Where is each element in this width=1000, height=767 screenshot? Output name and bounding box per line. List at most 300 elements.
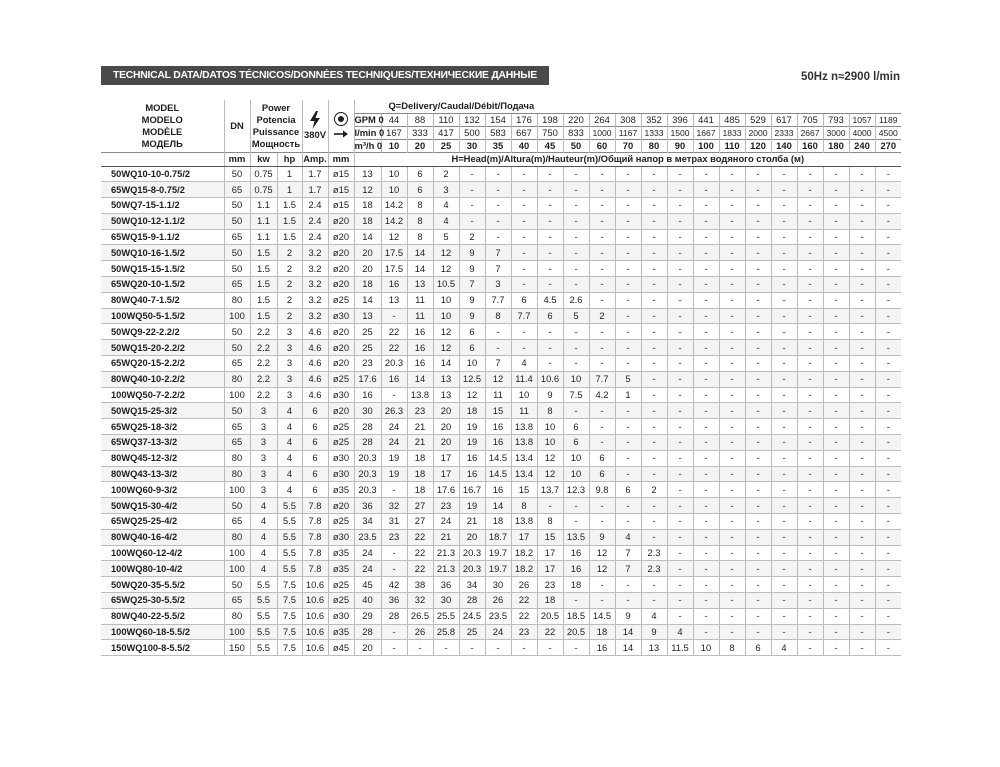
head-cell: - <box>641 213 667 229</box>
head-cell: - <box>797 324 823 340</box>
hp-cell: 3 <box>277 371 302 387</box>
head-cell: - <box>693 403 719 419</box>
head-cell: - <box>667 213 693 229</box>
head-cell: 9 <box>459 308 485 324</box>
hp-unit: hp <box>277 152 302 166</box>
head-cell: - <box>719 624 745 640</box>
head-cell: - <box>641 340 667 356</box>
head-cell: 6 <box>537 308 563 324</box>
m3h-value: 70 <box>615 139 641 152</box>
head-cell: - <box>563 198 589 214</box>
head-cell: 20.3 <box>459 545 485 561</box>
head-cell: - <box>537 182 563 198</box>
section-title-bar <box>101 66 549 85</box>
amp-cell: 10.6 <box>302 577 328 593</box>
head-cell: - <box>537 498 563 514</box>
head-cell: - <box>615 450 641 466</box>
head-cell: 22 <box>381 340 407 356</box>
head-cell: 18 <box>589 624 615 640</box>
head-cell: 24 <box>381 419 407 435</box>
head-cell: - <box>823 498 849 514</box>
head-cell: 10 <box>693 640 719 656</box>
head-cell: - <box>667 371 693 387</box>
head-cell: - <box>771 182 797 198</box>
amp-cell: 3.2 <box>302 277 328 293</box>
head-cell: - <box>667 561 693 577</box>
head-cell: 9 <box>459 261 485 277</box>
head-cell: 6 <box>459 324 485 340</box>
head-cell: - <box>745 435 771 451</box>
head-cell: - <box>875 640 901 656</box>
head-cell: 22 <box>407 545 433 561</box>
head-cell: - <box>381 624 407 640</box>
head-cell: - <box>745 450 771 466</box>
head-cell: 15 <box>537 529 563 545</box>
head-cell: - <box>589 261 615 277</box>
head-cell: - <box>563 166 589 182</box>
m3h-value: 160 <box>797 139 823 152</box>
kw-cell: 2.2 <box>250 387 277 403</box>
head-cell: 18 <box>407 482 433 498</box>
head-cell: - <box>823 640 849 656</box>
amp-cell: 2.4 <box>302 213 328 229</box>
table-row <box>101 608 901 624</box>
head-cell: - <box>875 593 901 609</box>
head-cell: 22 <box>537 624 563 640</box>
model-cell: 50WQ15-20-2.2/2 <box>101 340 224 356</box>
head-cell: - <box>667 245 693 261</box>
head-cell: - <box>797 529 823 545</box>
amp-cell: 10.6 <box>302 624 328 640</box>
lmin-value: 833 <box>563 126 589 139</box>
head-cell: - <box>615 213 641 229</box>
outlet-cell: ø25 <box>328 292 354 308</box>
table-row <box>101 229 901 245</box>
head-cell: - <box>771 308 797 324</box>
head-cell: 12 <box>537 450 563 466</box>
head-cell: 2 <box>589 308 615 324</box>
head-cell: 16 <box>485 419 511 435</box>
kw-cell: 0.75 <box>250 166 277 182</box>
model-cell: 80WQ45-12-3/2 <box>101 450 224 466</box>
model-cell: 65WQ25-18-3/2 <box>101 419 224 435</box>
head-cell: - <box>641 261 667 277</box>
head-cell: 12 <box>589 561 615 577</box>
head-cell: - <box>823 593 849 609</box>
head-cell: - <box>823 166 849 182</box>
head-cell: 9 <box>615 608 641 624</box>
head-cell: - <box>797 292 823 308</box>
dn-cell: 80 <box>224 292 250 308</box>
head-cell: 14 <box>433 356 459 372</box>
head-cell: - <box>693 182 719 198</box>
kw-cell: 3 <box>250 482 277 498</box>
head-cell: 12 <box>433 340 459 356</box>
head-cell: 12 <box>433 324 459 340</box>
head-cell: - <box>849 308 875 324</box>
table-row <box>101 387 901 403</box>
table-row <box>101 292 901 308</box>
hp-cell: 5.5 <box>277 498 302 514</box>
head-cell: 6 <box>407 166 433 182</box>
head-cell: - <box>875 561 901 577</box>
head-cell: - <box>771 561 797 577</box>
hp-cell: 2 <box>277 308 302 324</box>
dn-cell: 80 <box>224 466 250 482</box>
hp-cell: 7.5 <box>277 593 302 609</box>
head-cell: - <box>823 466 849 482</box>
head-cell: - <box>771 498 797 514</box>
head-cell: 10 <box>511 387 537 403</box>
m3h-value: 35 <box>485 139 511 152</box>
head-cell: - <box>589 277 615 293</box>
head-cell: 6 <box>589 466 615 482</box>
head-cell: - <box>563 356 589 372</box>
head-cell: 25.5 <box>433 608 459 624</box>
head-cell: 28 <box>354 435 381 451</box>
head-cell: 25 <box>354 324 381 340</box>
dn-cell: 50 <box>224 166 250 182</box>
head-cell: - <box>823 403 849 419</box>
head-cell: - <box>693 593 719 609</box>
head-cell: 18.2 <box>511 561 537 577</box>
m3h-value: 40 <box>511 139 537 152</box>
head-cell: - <box>667 577 693 593</box>
head-cell: - <box>771 213 797 229</box>
head-cell: - <box>823 261 849 277</box>
dn-cell: 65 <box>224 419 250 435</box>
hp-cell: 4 <box>277 403 302 419</box>
head-cell: - <box>719 482 745 498</box>
head-cell: - <box>589 340 615 356</box>
head-cell: 27 <box>407 498 433 514</box>
head-cell: 17 <box>511 529 537 545</box>
hp-cell: 1.5 <box>277 198 302 214</box>
table-row <box>101 261 901 277</box>
gpm-value: 441 <box>693 113 719 126</box>
head-cell: - <box>771 340 797 356</box>
frequency-label: 50Hz n≈2900 l/min <box>801 71 900 83</box>
head-cell: - <box>771 608 797 624</box>
dn-cell: 100 <box>224 545 250 561</box>
kw-cell: 5.5 <box>250 624 277 640</box>
head-cell: 24.5 <box>459 608 485 624</box>
head-cell: - <box>823 419 849 435</box>
head-cell: - <box>719 308 745 324</box>
head-cell: 3 <box>433 182 459 198</box>
head-cell: 2.3 <box>641 561 667 577</box>
head-cell: 10 <box>563 371 589 387</box>
head-cell: 4 <box>771 640 797 656</box>
hp-cell: 7.5 <box>277 577 302 593</box>
model-cell: 80WQ40-7-1.5/2 <box>101 292 224 308</box>
head-cell: 12.5 <box>459 371 485 387</box>
head-cell: - <box>745 229 771 245</box>
head-cell: - <box>511 640 537 656</box>
head-cell: - <box>693 529 719 545</box>
head-cell: 12 <box>433 261 459 277</box>
head-cell: 4.2 <box>589 387 615 403</box>
head-cell: - <box>849 419 875 435</box>
head-cell: - <box>563 245 589 261</box>
head-cell: - <box>641 498 667 514</box>
head-cell: 20.3 <box>354 466 381 482</box>
head-cell: - <box>823 308 849 324</box>
head-cell: 20.3 <box>354 450 381 466</box>
head-cell: - <box>745 498 771 514</box>
head-cell: - <box>771 277 797 293</box>
head-cell: - <box>849 498 875 514</box>
head-cell: 20.3 <box>354 482 381 498</box>
outlet-cell: ø20 <box>328 324 354 340</box>
outlet-cell: ø15 <box>328 182 354 198</box>
head-cell: - <box>615 308 641 324</box>
head-cell: 18 <box>459 403 485 419</box>
m3h-label: m³/h 0 <box>354 139 383 151</box>
head-cell: 11.5 <box>667 640 693 656</box>
outlet-cell: ø25 <box>328 419 354 435</box>
head-cell: 8 <box>537 514 563 530</box>
head-cell: - <box>771 529 797 545</box>
head-cell: 8 <box>511 498 537 514</box>
head-cell: 7 <box>485 245 511 261</box>
head-cell: - <box>745 371 771 387</box>
hp-cell: 5.5 <box>277 529 302 545</box>
head-cell: - <box>875 340 901 356</box>
kw-cell: 5.5 <box>250 577 277 593</box>
head-cell: 3 <box>485 277 511 293</box>
head-cell: 20 <box>354 261 381 277</box>
head-cell: - <box>875 198 901 214</box>
head-cell: - <box>875 166 901 182</box>
amp-cell: 6 <box>302 435 328 451</box>
kw-cell: 3 <box>250 435 277 451</box>
gpm-value: 396 <box>667 113 693 126</box>
head-cell: 6 <box>563 419 589 435</box>
outlet-cell: ø30 <box>328 608 354 624</box>
dn-cell: 50 <box>224 498 250 514</box>
head-cell: - <box>589 593 615 609</box>
head-cell: 12 <box>381 229 407 245</box>
amp-cell: 4.6 <box>302 356 328 372</box>
head-cell: 10 <box>433 292 459 308</box>
head-cell: - <box>485 229 511 245</box>
head-cell: - <box>511 340 537 356</box>
head-cell: - <box>537 166 563 182</box>
dn-cell: 150 <box>224 640 250 656</box>
head-cell: 23 <box>433 498 459 514</box>
head-cell: - <box>875 466 901 482</box>
head-cell: - <box>849 166 875 182</box>
table-row <box>101 213 901 229</box>
head-cell: - <box>641 577 667 593</box>
head-cell: 19 <box>381 450 407 466</box>
head-cell: - <box>823 292 849 308</box>
dn-cell: 100 <box>224 482 250 498</box>
kw-cell: 1.1 <box>250 229 277 245</box>
gpm-value: 110 <box>433 113 459 126</box>
head-cell: - <box>381 387 407 403</box>
lmin-value: 667 <box>511 126 537 139</box>
dn-cell: 50 <box>224 198 250 214</box>
head-cell: 13.8 <box>511 419 537 435</box>
head-cell: 17 <box>537 561 563 577</box>
head-cell: 17 <box>433 466 459 482</box>
head-cell: - <box>407 640 433 656</box>
head-cell: 23.5 <box>354 529 381 545</box>
table-row <box>101 182 901 198</box>
head-cell: 13.4 <box>511 466 537 482</box>
head-cell: 16 <box>407 324 433 340</box>
head-cell: 11 <box>485 387 511 403</box>
head-cell: 21 <box>407 419 433 435</box>
head-cell: - <box>563 229 589 245</box>
head-cell: 28 <box>354 419 381 435</box>
head-cell: 17.5 <box>381 261 407 277</box>
head-cell: - <box>849 482 875 498</box>
lmin-value: 750 <box>537 126 563 139</box>
dn-cell: 50 <box>224 324 250 340</box>
head-cell: - <box>511 213 537 229</box>
kw-cell: 5.5 <box>250 593 277 609</box>
head-cell: 30 <box>433 593 459 609</box>
head-cell: - <box>563 277 589 293</box>
m3h-value: 25 <box>433 139 459 152</box>
head-cell: - <box>589 198 615 214</box>
head-cell: - <box>745 387 771 403</box>
head-cell: - <box>667 482 693 498</box>
head-cell: - <box>771 593 797 609</box>
gpm-value: 529 <box>745 113 771 126</box>
head-cell: 9 <box>589 529 615 545</box>
head-cell: 24 <box>485 624 511 640</box>
head-cell: - <box>641 419 667 435</box>
head-cell: 12 <box>485 371 511 387</box>
head-cell: - <box>797 308 823 324</box>
head-cell: 20 <box>433 403 459 419</box>
hp-cell: 5.5 <box>277 561 302 577</box>
head-cell: - <box>823 340 849 356</box>
head-cell: - <box>485 340 511 356</box>
head-cell: 30 <box>354 403 381 419</box>
head-cell: - <box>641 529 667 545</box>
head-cell: 14.5 <box>589 608 615 624</box>
head-cell: 10 <box>459 356 485 372</box>
head-cell: 16 <box>459 466 485 482</box>
head-cell: 30 <box>485 577 511 593</box>
head-cell: 26.3 <box>381 403 407 419</box>
head-cell: - <box>849 529 875 545</box>
head-cell: - <box>615 340 641 356</box>
head-cell: 19.7 <box>485 545 511 561</box>
head-cell: - <box>641 182 667 198</box>
head-cell: 9 <box>641 624 667 640</box>
model-cell: 80WQ40-22-5.5/2 <box>101 608 224 624</box>
kw-cell: 1.5 <box>250 245 277 261</box>
head-cell: 15 <box>511 482 537 498</box>
head-cell: - <box>849 261 875 277</box>
head-cell: 21 <box>407 435 433 451</box>
head-cell: - <box>693 545 719 561</box>
head-cell: - <box>641 292 667 308</box>
head-cell: - <box>875 450 901 466</box>
hp-cell: 1.5 <box>277 229 302 245</box>
head-cell: - <box>875 498 901 514</box>
lightning-icon <box>309 111 321 129</box>
head-cell: - <box>537 356 563 372</box>
kw-cell: 3 <box>250 403 277 419</box>
head-cell: - <box>693 340 719 356</box>
outlet-cell: ø20 <box>328 356 354 372</box>
amp-cell: 10.6 <box>302 640 328 656</box>
head-cell: - <box>771 387 797 403</box>
head-cell: - <box>589 403 615 419</box>
head-cell: - <box>381 640 407 656</box>
head-cell: - <box>797 213 823 229</box>
head-cell: 22 <box>407 561 433 577</box>
gpm-value: 220 <box>563 113 589 126</box>
outlet-cell: ø25 <box>328 435 354 451</box>
head-cell: - <box>823 277 849 293</box>
head-cell: - <box>849 245 875 261</box>
kw-cell: 5.5 <box>250 608 277 624</box>
outlet-unit: mm <box>328 152 354 166</box>
table-row <box>101 371 901 387</box>
head-cell: - <box>823 561 849 577</box>
outlet-cell: ø20 <box>328 245 354 261</box>
head-cell: 10.5 <box>433 277 459 293</box>
amp-cell: 7.8 <box>302 514 328 530</box>
head-cell: - <box>823 577 849 593</box>
head-cell: - <box>693 292 719 308</box>
head-cell: 18.5 <box>563 608 589 624</box>
head-cell: - <box>667 498 693 514</box>
head-cell: - <box>719 593 745 609</box>
head-cell: - <box>745 529 771 545</box>
head-cell: - <box>849 466 875 482</box>
model-cell: 150WQ100-8-5.5/2 <box>101 640 224 656</box>
head-cell: 7 <box>485 356 511 372</box>
head-cell: - <box>875 308 901 324</box>
head-cell: - <box>745 561 771 577</box>
lmin-label: l/min 0 <box>354 126 385 138</box>
head-cell: 16 <box>407 340 433 356</box>
head-cell: - <box>745 419 771 435</box>
m3h-value: 110 <box>719 139 745 152</box>
dn-cell: 65 <box>224 277 250 293</box>
head-cell: - <box>667 514 693 530</box>
head-cell: 6 <box>589 450 615 466</box>
head-cell: 13.5 <box>563 529 589 545</box>
head-cell: - <box>719 419 745 435</box>
head-cell: - <box>823 529 849 545</box>
head-cell: 14.5 <box>485 466 511 482</box>
head-cell: - <box>797 261 823 277</box>
head-cell: - <box>563 213 589 229</box>
head-cell: - <box>849 450 875 466</box>
head-cell: - <box>719 182 745 198</box>
amp-cell: 7.8 <box>302 561 328 577</box>
head-cell: - <box>537 640 563 656</box>
head-cell: - <box>719 292 745 308</box>
head-cell: - <box>485 198 511 214</box>
gpm-value: 308 <box>615 113 641 126</box>
head-cell: - <box>875 324 901 340</box>
model-cell: 50WQ7-15-1.1/2 <box>101 198 224 214</box>
head-cell: 2.3 <box>641 545 667 561</box>
head-cell: - <box>875 608 901 624</box>
head-cell: 23 <box>511 624 537 640</box>
